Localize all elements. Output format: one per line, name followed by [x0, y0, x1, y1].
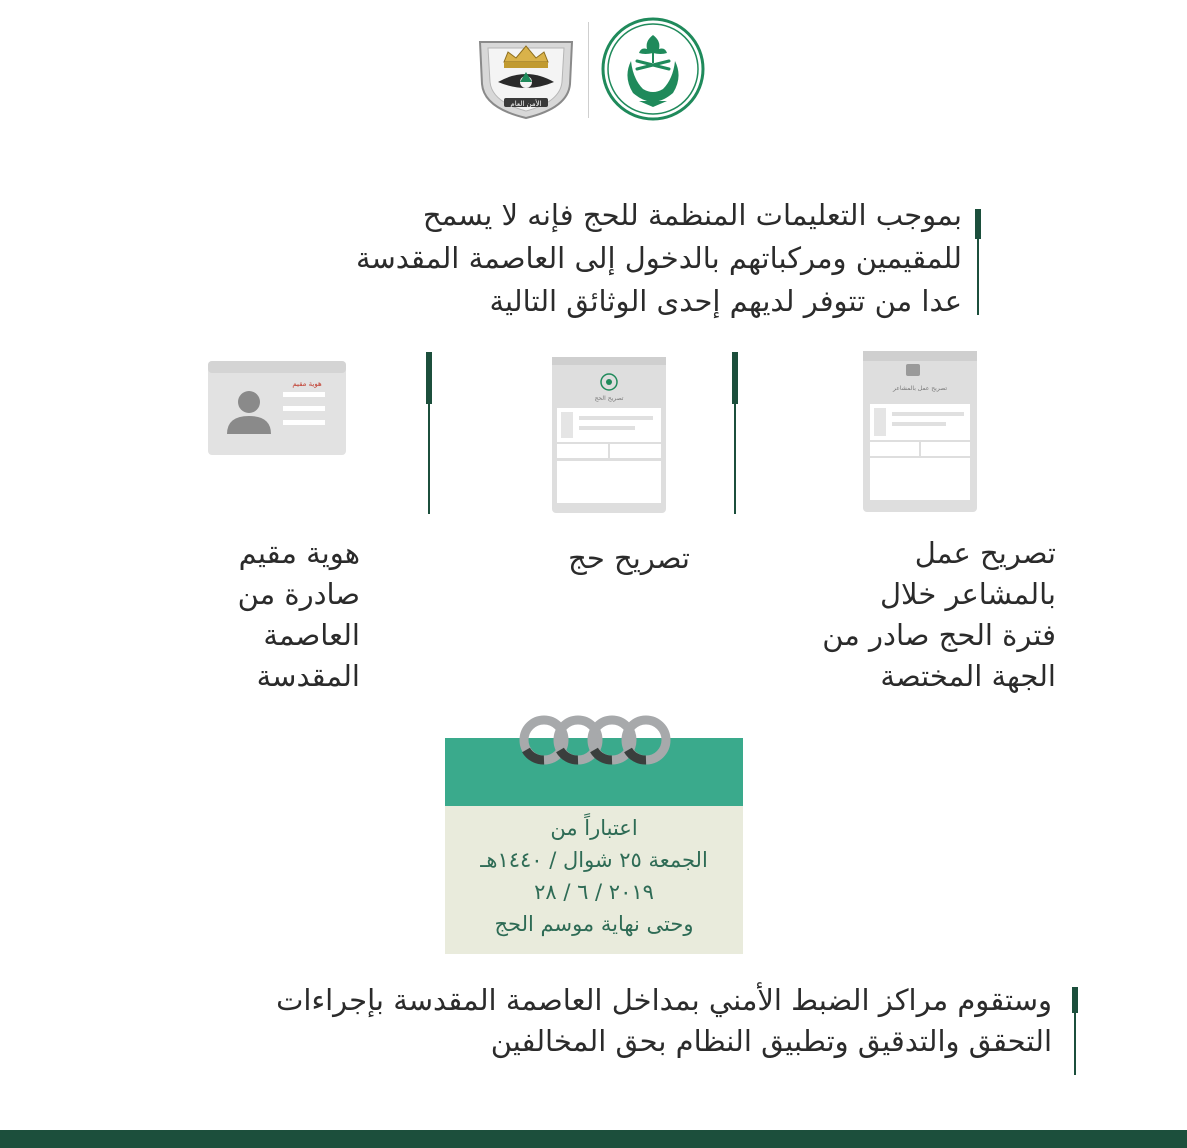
intro-line: للمقيمين ومركباتهم بالدخول إلى العاصمة المقدسة — [355, 241, 962, 275]
doc-separator-right-bar — [732, 352, 738, 404]
resident-id-card-icon — [207, 360, 347, 456]
calendar-line: الجمعة ٢٥ شوال / ١٤٤٠هـ — [480, 848, 708, 872]
intro-line: بموجب التعليمات المنظمة للحج فإنه لا يسمح — [422, 198, 962, 232]
outro-paragraph — [104, 980, 1052, 1062]
outro-line: التحقق والتدقيق وتطبيق النظام بحق المخالفين — [490, 1024, 1052, 1058]
resident-id-label-line: المقدسة — [256, 659, 360, 693]
outro-line: وستقوم مراكز الضبط الأمني بمداخل العاصمة المقدسة بإجراءات — [276, 983, 1052, 1017]
work-permit-card-icon — [862, 350, 978, 513]
work-permit-card-title: تصريح عمل بالمشاعر — [893, 385, 947, 392]
hajj-permit-label-line: تصريح حج — [568, 541, 690, 575]
work-permit-label-line: بالمشاعر خلال — [879, 577, 1056, 611]
hajj-permit-card-title: تصريح الحج — [594, 395, 624, 402]
public-security-logo — [474, 22, 578, 120]
ministry-of-interior-emblem — [601, 17, 705, 121]
resident-id-label — [160, 533, 360, 697]
calendar-rings-icon — [516, 706, 676, 776]
intro-paragraph — [200, 194, 962, 323]
intro-line: عدا من تتوفر لديهم إحدى الوثائق التالية — [489, 284, 962, 318]
hajj-permit-card-icon — [551, 356, 667, 514]
calendar-line: وحتى نهاية موسم الحج — [494, 912, 694, 936]
hajj-permit-label — [500, 538, 690, 579]
work-permit-label-line: الجهة المختصة — [880, 659, 1056, 693]
resident-id-label-line: العاصمة — [263, 618, 360, 652]
intro-accent-bar — [975, 209, 981, 239]
work-permit-label-line: تصريح عمل — [914, 536, 1056, 570]
resident-id-label-line: هوية مقيم — [238, 536, 360, 570]
outro-accent-bar — [1072, 987, 1078, 1013]
resident-id-label-line: صادرة من — [237, 577, 360, 611]
calendar-line: ٢٠١٩ / ٦ / ٢٨ — [534, 880, 654, 904]
resident-id-card-title: هوية مقيم — [292, 380, 322, 388]
work-permit-label-line: فترة الحج صادر من — [822, 618, 1056, 652]
calendar-text — [445, 812, 743, 940]
doc-separator-left-bar — [426, 352, 432, 404]
work-permit-label — [760, 533, 1056, 697]
calendar-line: اعتباراً من — [550, 816, 638, 840]
logo-divider — [588, 22, 589, 118]
public-security-logo-text: الأمن العام — [510, 100, 542, 108]
footer-bar — [0, 1130, 1187, 1148]
